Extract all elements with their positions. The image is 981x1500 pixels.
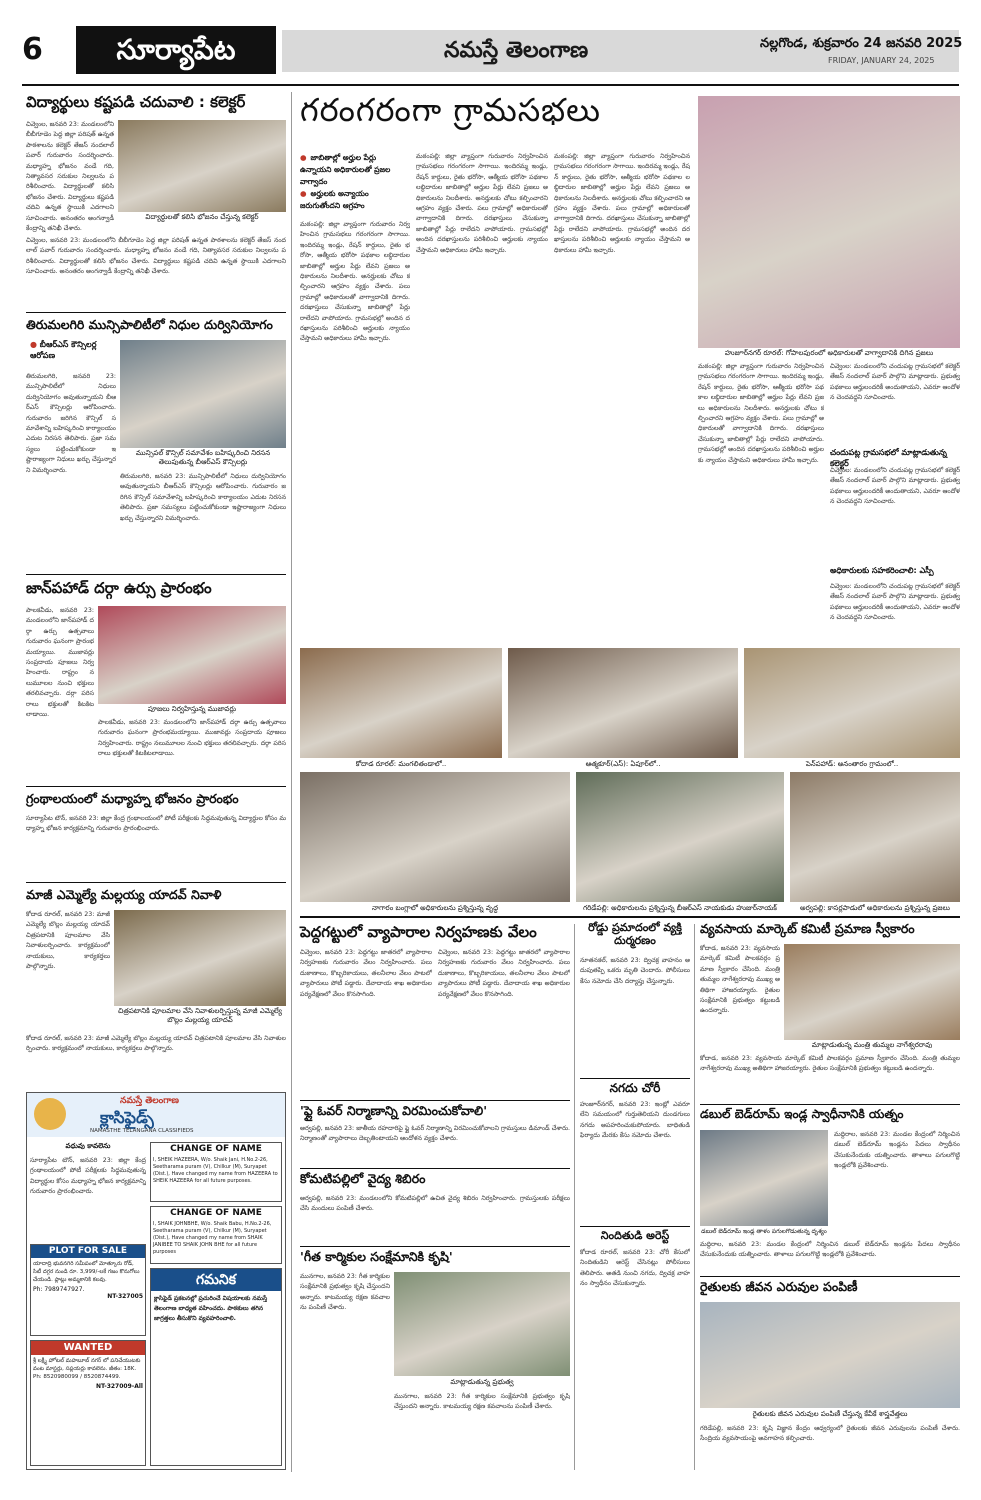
photo-image [114, 910, 286, 1006]
photo-atmakur [508, 648, 738, 758]
article-bio-fertilizers: గరిడేపల్లి, జనవరి 23: కృషి విజ్ఞాన కేంద్రం ఆధ్వర్యంలో రైతులకు జీవన ఎరువులను పంపిణీ చేశారు. సేంద్రియ వ్యవసాయంపై అవగాహన కల్పించారు. [700, 1425, 960, 1443]
ad-plot-phone: Ph: 7989747927. [33, 1286, 85, 1293]
headline-accused-arrest: నిందితుడి అరెస్ట్ [600, 1229, 670, 1242]
ad-plot-ref: NT-327005 [107, 1293, 143, 1300]
date-english: FRIDAY, JANUARY 24, 2025 [828, 56, 935, 65]
ad-plot-for-sale [30, 1244, 146, 1336]
photo-image [744, 648, 960, 758]
photo-image [300, 648, 502, 758]
photo-geetha-workers [394, 1272, 570, 1376]
subhead-chandupatla: చందుపట్ల గ్రామసభలో మాట్లాడుతున్న కలెక్టర్ [830, 448, 947, 468]
ad-wanted-ref: NT-327009-All [95, 1383, 143, 1390]
ad-wanted-title: WANTED [31, 1341, 145, 1355]
photo-collector-students [118, 120, 286, 212]
divider [300, 1168, 570, 1169]
photo-image [784, 944, 960, 1040]
article-market-committee-body: కోదాడ, జనవరి 23: వ్యవసాయ మార్కెట్ కమిటీ పాలకవర్గం ప్రమాణ స్వీకారం చేసింది. మంత్రి తుమ్మల నాగేశ్వరరావు ముఖ్య అతిథిగా హాజరయ్యారు. రైతుల సంక్షేమానికి ప్రభుత్వం కట్టుబడి ఉందన్నారు. [700, 1055, 960, 1073]
ad-gamanika-title: గమనిక [151, 1269, 281, 1291]
main-story-col3: మఠంపల్లి: జిల్లా వ్యాప్తంగా గురువారం నిర్వహించిన గ్రామసభలు గరంగరంగా సాగాయి. ఇందిరమ్మ ఇండ్లు, రేషన్ కార్డులు, రైతు భరోసా, ఆత్మీయ భరోసా పథకాల లబ్ధిదారుల జాబితాల్లో అర్హుల పేర్లు లేవని ప్రజలు అధికారులను నిలదీశారు. అనర్హులకు చోటు కల్పించారని ఆగ్రహం వ్యక్తం చేశారు. పలు గ్రామాల్లో అధికారులతో వాగ్వాదానికి దిగారు. దరఖాస్తులు చేసుకున్నా జాబితాల్లో పేర్లు రాలేదని వాపోయారు. గ్రామసభల్లో అందిన దరఖాస్తులను పరిశీలించి అర్హులకు న్యాయం చేస్తామని అధికారులు హామీ ఇచ్చారు. [554, 153, 690, 254]
caption-dargah-puja: పూజలు నిర్వహిస్తున్న ముజావర్లు [147, 705, 237, 713]
divider [26, 786, 286, 787]
photo-garidepally [576, 772, 784, 902]
caption-huzurnagar-villagers: హుజూర్‌నగర్ రూరల్: గోపాలపురంలో అధికారులతో వాగ్వాదానికి దిగిన ప్రజలు [724, 349, 934, 357]
headline-janpahad: జాన్‌పహాడ్ దర్గా ఉర్సు ప్రారంభం [26, 579, 212, 597]
divider [300, 1100, 570, 1101]
ad-change-of-name-1-body: I, SHEIK HAZEERA, W/o. Shaik Jani, H.No.2-26, Seetharama puram (V), Chilkur (M), Suryapet (Dist.), Have changed my name from HAZEERA to SHEIK HAZEERA for all future purposes. [153, 1157, 278, 1184]
divider [700, 1276, 960, 1277]
photo-arvapally [790, 772, 960, 902]
divider [580, 1226, 690, 1227]
photo-image [508, 648, 738, 758]
photo-image [790, 772, 960, 902]
caption-minister-tummala: మాట్లాడుతున్న మంత్రి తుమ్మల నాగేశ్వరరావు [811, 1041, 933, 1049]
headline-geetha: 'గీత కార్మికుల సంక్షేమానికి కృషి' [300, 1249, 453, 1264]
article-flyover: అర్వపల్లి, జనవరి 23: జాతీయ రహదారిపై ఫ్లై ఓవర్ నిర్మాణాన్ని విరమించుకోవాలని గ్రామస్తులు డిమాండ్ చేశారు. నిర్మాణంతో వ్యాపారాలు దెబ్బతింటాయని ఆందోళన వ్యక్తం చేశారు. [300, 1125, 570, 1143]
article-geetha-col1: మునగాల, జనవరి 23: గీత కార్మికుల సంక్షేమానికి ప్రభుత్వం కృషి చేస్తుందని అన్నారు. కాటమయ్య రక్షణ కవచాలను పంపిణీ చేశారు. [300, 1273, 390, 1312]
article-road-accident: నూతనకల్, జనవరి 23: ద్విచక్ర వాహనం అదుపుతప్పి ఒకరు మృతి చెందారు. పోలీసులు కేసు నమోదు చేసి దర్యాప్తు చేస్తున్నారు. [580, 957, 690, 985]
ad-change-of-name-1 [150, 1142, 282, 1202]
ad-change-of-name-2 [150, 1206, 282, 1264]
ad-change-of-name-2-body: I, SHAIK JOHNBHE, W/o. Shaik Babu, H.No.2-26, Seetharama puram (V), Chilkur (M), Suryapet (Dist.), Have changed my name from SHAIK JANIBEE TO SHAIK JOHN BHE for all future purposes [153, 1221, 272, 1255]
ad-plot-title: PLOT FOR SALE [31, 1245, 145, 1258]
divider [700, 1104, 960, 1105]
headline-flyover: 'ఫ్లై ఓవర్ నిర్మాణాన్ని విరమించుకోవాలి' [300, 1103, 488, 1118]
tag-text: బీఆర్‌ఎస్ కౌన్సిలర్ల ఆరోపణ [30, 340, 97, 360]
article-geetha-col2: మునగాల, జనవరి 23: గీత కార్మికుల సంక్షేమానికి ప్రభుత్వం కృషి చేస్తుందని అన్నారు. కాటమయ్య రక్షణ కవచాలను పంపిణీ చేశారు. [394, 1393, 570, 1411]
brand-name: నమస్తే తెలంగాణ [444, 38, 589, 63]
caption-double-bedroom: డబుల్ బెడ్‌రూమ్ ఇండ్ల తాళం పగులగొడుతున్న దృశ్యం [701, 1228, 827, 1235]
caption-municipal-protest: మున్సిపల్ కౌన్సిల్ సమావేశం బహిష్కరించి నిరసన తెలుపుతున్న బీఆర్‌ఎస్ కౌన్సిలర్లు [135, 449, 271, 466]
photo-nagaram [300, 772, 570, 902]
ad-wanted-body: శ్రీ లక్ష్మీ హోటల్ మహబూబ్ నగర్ లో పనిచేయుటకు వంట మాస్టర్లు, సప్లయర్లు కావలెను. జీతం: 18K. Ph: 8520980099 / 8520874499. [33, 1358, 141, 1380]
date-telugu: నల్లగొండ, శుక్రవారం 24 జనవరి 2025 [760, 36, 963, 51]
divider [26, 312, 286, 313]
photo-image [98, 606, 286, 704]
classifieds-brand: నమస్తే తెలంగాణ [120, 1096, 179, 1106]
ad-gamanika [150, 1268, 282, 1466]
caption-geetha-workers: మాట్లాడుతున్న ప్రభుత్వ [450, 1378, 514, 1386]
article-chandupatla-body: చివ్వెంల: మండలంలోని చందుపట్ల గ్రామసభలో కలెక్టర్ తేజస్ నందలాల్ పవార్ పాల్గొని మాట్లాడారు. ప్రభుత్వ పథకాలు అర్హులందరికీ అందుతాయని, ఎవరూ ఆందోళన చెందవద్దని సూచించారు. [830, 467, 960, 506]
photo-image [120, 340, 286, 448]
article-mallayya-col1: కోదాడ రూరల్, జనవరి 23: మాజీ ఎమ్మెల్యే బొల్లం మల్లయ్య యాదవ్ చిత్రపటానికి పూలమాల వేసి నివాళులర్పించారు. కార్యక్రమంలో నాయకులు, కార్యకర్తలు పాల్గొన్నారు. [26, 911, 110, 971]
photo-image [700, 1130, 828, 1226]
main-bullet-1-text: జాబితాల్లో అర్హుల పేర్లు ఉన్నాయని అధికారులతో ప్రజల వాగ్వాదం [300, 153, 391, 186]
article-cash-theft: హుజూర్‌నగర్, జనవరి 23: ఇంట్లో ఎవరూ లేని సమయంలో గుర్తుతెలియని దుండగులు నగదు అపహరించుకుపోయారు. బాధితుడి ఫిర్యాదు మేరకు కేసు నమోదు చేశారు. [580, 1101, 690, 1140]
divider [300, 1246, 570, 1247]
headline-collector: విద్యార్థులు కష్టపడి చదువాలి : కలెక్టర్ [26, 93, 246, 111]
headline-mallayya-tribute: మాజీ ఎమ్మెల్యే మల్లయ్య యాదవ్ నివాళి [26, 887, 222, 902]
divider [580, 1078, 690, 1079]
photo-image [576, 772, 784, 902]
ad-wanted [30, 1340, 146, 1466]
classifieds-logo-icon [34, 1098, 66, 1130]
headline-tirumalagiri: తిరుమలగిరి మున్సిపాలిటీలో నిధుల దుర్వినియోగం [26, 317, 273, 332]
main-bullet-2-text: అర్హులకు అన్యాయం జరుగుతోందని ఆగ్రహం [300, 189, 369, 210]
main-bullet-2: ● అర్హులకు అన్యాయం జరుగుతోందని ఆగ్రహం [300, 189, 369, 210]
article-sp-cooperation: చివ్వెంల: మండలంలోని చందుపట్ల గ్రామసభలో కలెక్టర్ తేజస్ నందలాల్ పవార్ పాల్గొని మాట్లాడారు. ప్రభుత్వ పథకాలు అర్హులందరికీ అందుతాయని, ఎవరూ ఆందోళన చెందవద్దని సూచించారు. [830, 583, 960, 622]
ad-change-of-name-2-title: CHANGE OF NAME [151, 1207, 281, 1219]
divider [26, 882, 286, 883]
article-peddagattu-col2: చివ్వెంల, జనవరి 23: పెద్దగట్టు జాతరలో వ్యాపారాల నిర్వహణకు గురువారం వేలం నిర్వహించారు. పలు దుకాణాలు, కొబ్బరికాయలు, తలనీలాల వేలం పాటలో వ్యాపారులు పోటీ పడ్డారు. దేవాదాయ శాఖ అధికారుల పర్యవేక్షణలో వేలం కొనసాగింది. [438, 949, 570, 998]
photo-dargah-puja [98, 606, 286, 704]
section-rule [300, 916, 960, 918]
ad-bride-wanted-title: వధువు కావలెను [65, 1142, 111, 1150]
photo-kodad-rural [300, 648, 502, 758]
caption-arvapally: అర్వపల్లి: కాసర్లపాడులో అధికారులను ప్రశ్నిస్తున్న ప్రజలు [800, 904, 950, 912]
headline-bio-fertilizers: రైతులకు జీవన ఎరువుల పంపిణీ [700, 1279, 858, 1294]
main-story-col1: మఠంపల్లి: జిల్లా వ్యాప్తంగా గురువారం నిర్వహించిన గ్రామసభలు గరంగరంగా సాగాయి. ఇందిరమ్మ ఇండ్లు, రేషన్ కార్డులు, రైతు భరోసా, ఆత్మీయ భరోసా పథకాల లబ్ధిదారుల జాబితాల్లో అర్హుల పేర్లు లేవని ప్రజలు అధికారులను నిలదీశారు. అనర్హులకు చోటు కల్పించారని ఆగ్రహం వ్యక్తం చేశారు. పలు గ్రామాల్లో అధికారులతో వాగ్వాదానికి దిగారు. దరఖాస్తులు చేసుకున్నా జాబితాల్లో పేర్లు రాలేదని వాపోయారు. గ్రామసభల్లో అందిన దరఖాస్తులను పరిశీలించి అర్హులకు న్యాయం చేస్తామని అధికారులు హామీ ఇచ్చారు. [300, 221, 410, 343]
headline-market-committee: వ్యవసాయ మార్కెట్ కమిటీ ప్రమాణ స్వీకారం [700, 921, 915, 936]
ad-plot-body: యాదాద్రి భువనగిరి సమీపంలో మోత్కూరు రోడ్, సిటీ దగ్గర నుండి రూ. 3,999/-లకే గజం కొనుగోలు చేయండి. ప్లాట్లు అమ్మకానికి కలవు. [33, 1261, 140, 1283]
divider [26, 574, 286, 575]
article-collector-body: చివ్వెంల, జనవరి 23: మండలంలోని బీబీగూడెం పెద్ద జిల్లా పరిషత్ ఉన్నత పాఠశాలను కలెక్టర్ తేజస్ నందలాల్ పవార్ గురువారం సందర్శించారు. మధ్యాహ్న భోజనం వండే గది, నిత్యావసర సరుకుల నిల్వలను పరిశీలించారు. విద్యార్థులతో కలిసి భోజనం చేశారు. విద్యార్థులు కష్టపడి చదివి ఉన్నత స్థాయికి ఎదగాలని సూచించారు. అనంతరం అంగన్వాడీ కేంద్రాన్ని తనిఖీ చేశారు. [26, 237, 286, 276]
ad-gamanika-body: క్లాసిఫైడ్ ప్రకటనల్లో ప్రచురించే విషయాలకు నమస్తే తెలంగాణ బాధ్యత వహించదు. పాఠకులు తగిన జాగ్రత్తలు తీసుకొని వ్యవహరించాలి. [154, 1295, 268, 1322]
main-bullet-1: ● జాబితాల్లో అర్హుల పేర్లు ఉన్నాయని అధికారులతో ప్రజల వాగ్వాదం [300, 153, 391, 186]
classifieds-title: క్లాసిఫైడ్స్ [100, 1108, 154, 1127]
caption-collector-students: విద్యార్థులతో కలిసి భోజనం చేస్తున్న కలెక్టర్ [145, 213, 259, 221]
ad-change-of-name-1-title: CHANGE OF NAME [151, 1143, 281, 1155]
headline-library-meal: గ్రంథాలయంలో మధ్యాహ్న భోజనం ప్రారంభం [26, 791, 239, 806]
article-komatipalli: అర్వపల్లి, జనవరి 23: మండలంలోని కోమటిపల్లిలో ఉచిత వైద్య శిబిరం నిర్వహించారు. గ్రామస్తులకు పరీక్షలు చేసి మందులు పంపిణీ చేశారు. [300, 1195, 570, 1213]
article-peddagattu-col1: చివ్వెంల, జనవరి 23: పెద్దగట్టు జాతరలో వ్యాపారాల నిర్వహణకు గురువారం వేలం నిర్వహించారు. పలు దుకాణాలు, కొబ్బరికాయలు, తలనీలాల వేలం పాటలో వ్యాపారులు పోటీ పడ్డారు. దేవాదాయ శాఖ అధికారుల పర్యవేక్షణలో వేలం కొనసాగింది. [300, 949, 432, 998]
article-tirumalagiri-col2: తిరుమలగిరి, జనవరి 23: మున్సిపాలిటీలో నిధులు దుర్వినియోగం అవుతున్నాయని బీఆర్‌ఎస్ కౌన్సిలర్లు ఆరోపించారు. గురువారం జరిగిన కౌన్సిల్ సమావేశాన్ని బహిష్కరించి కార్యాలయం ఎదుట నిరసన తెలిపారు. ప్రజా సమస్యలు పట్టించుకోకుండా ఇష్టారాజ్యంగా నిధులు ఖర్చు చేస్తున్నారని విమర్శించారు. [120, 473, 286, 522]
article-accused-arrest: కోదాడ రూరల్, జనవరి 23: చోరీ కేసులో నిందితుడిని అరెస్ట్ చేసినట్లు పోలీసులు తెలిపారు. అతడి నుంచి నగదు, ద్విచక్ర వాహనం స్వాధీనం చేసుకున్నారు. [580, 1249, 690, 1288]
section-title: సూర్యాపేట [76, 26, 276, 74]
photo-image [300, 772, 570, 902]
caption-garidepally: గరిడేపల్లి: అధికారులను ప్రశ్నిస్తున్న బీఆర్‌ఎస్ నాయకుడు హుజుర్‌నాయక్ [583, 904, 777, 912]
photo-bio-fertilizers [700, 1302, 960, 1408]
headline-peddagattu: పెద్దగట్టులో వ్యాపారాల నిర్వహణకు వేలం [300, 923, 537, 941]
photo-image [700, 1302, 960, 1408]
article-janpahad-col1: పాలకవీడు, జనవరి 23: మండలంలోని జాన్‌పహాడ్ దర్గా ఉర్సు ఉత్సవాలు గురువారం ఘనంగా ప్రారంభమయ్యాయి. ముజావర్లు సంప్రదాయ పూజలు నిర్వహించారు. రాష్ట్రం నలుమూలల నుంచి భక్తులు తరలివచ్చారు. దర్గా పరిసరాలు భక్తులతో కిటకిటలాడాయి. [26, 607, 94, 719]
photo-image [698, 96, 960, 348]
article-collector-intro: చివ్వెంల, జనవరి 23: మండలంలోని బీబీగూడెం పెద్ద జిల్లా పరిషత్ ఉన్నత పాఠశాలను కలెక్టర్ తేజస్ నందలాల్ పవార్ గురువారం సందర్శించారు. మధ్యాహ్న భోజనం వండే గది, నిత్యావసర సరుకుల నిల్వలను పరిశీలించారు. విద్యార్థులతో కలిసి భోజనం చేశారు. విద్యార్థులు కష్టపడి చదివి ఉన్నత స్థాయికి ఎదగాలని సూచించారు. అనంతరం అంగన్వాడీ కేంద్రాన్ని తనిఖీ చేశారు. [26, 121, 114, 233]
caption-kodad-rural: కోదాడ రూరల్: మంగలితండాలో.. [355, 760, 447, 768]
main-story-col4: మఠంపల్లి: జిల్లా వ్యాప్తంగా గురువారం నిర్వహించిన గ్రామసభలు గరంగరంగా సాగాయి. ఇందిరమ్మ ఇండ్లు, రేషన్ కార్డులు, రైతు భరోసా, ఆత్మీయ భరోసా పథకాల లబ్ధిదారుల జాబితాల్లో అర్హుల పేర్లు లేవని ప్రజలు అధికారులను నిలదీశారు. అనర్హులకు చోటు కల్పించారని ఆగ్రహం వ్యక్తం చేశారు. పలు గ్రామాల్లో అధికారులతో వాగ్వాదానికి దిగారు. దరఖాస్తులు చేసుకున్నా జాబితాల్లో పేర్లు రాలేదని వాపోయారు. గ్రామసభల్లో అందిన దరఖాస్తులను పరిశీలించి అర్హులకు న్యాయం చేస్తామని అధికారులు హామీ ఇచ్చారు. [698, 363, 824, 464]
tag-brs-councillors: ● బీఆర్‌ఎస్ కౌన్సిలర్ల ఆరోపణ [30, 340, 97, 360]
page-number: 6 [22, 32, 43, 67]
caption-nagaram: నాగారం బంగ్లాలో అధికారులను ప్రశ్నిస్తున్న వృద్ధ [371, 904, 499, 912]
article-mallayya-body: కోదాడ రూరల్, జనవరి 23: మాజీ ఎమ్మెల్యే బొల్లం మల్లయ్య యాదవ్ చిత్రపటానికి పూలమాల వేసి నివాళులర్పించారు. కార్యక్రమంలో నాయకులు, కార్యకర్తలు పాల్గొన్నారు. [26, 1035, 286, 1053]
column-divider [694, 924, 695, 1470]
caption-bio-fertilizers: రైతులకు జీవన ఎరువుల పంపిణీ చేస్తున్న కేవీకే శాస్త్రవేత్తలు [752, 1410, 908, 1418]
photo-huzurnagar-villagers [698, 96, 960, 348]
article-library-meal: సూర్యాపేట టౌన్, జనవరి 23: జిల్లా కేంద్ర గ్రంథాలయంలో పోటీ పరీక్షలకు సిద్ధమవుతున్న విద్యార్థుల కోసం మధ్యాహ్న భోజన కార్యక్రమాన్ని గురువారం ప్రారంభించారు. [26, 815, 286, 833]
photo-penpahad [744, 648, 960, 758]
column-divider [291, 92, 292, 1472]
photo-double-bedroom [700, 1130, 828, 1226]
headline-gramasabhalu: గరంగరంగా గ్రామసభలు [300, 91, 601, 129]
headline-double-bedroom: డబుల్ బెడ్‌రూమ్ ఇండ్ల స్వాధీనానికి యత్నం [700, 1107, 904, 1121]
article-market-committee-col1: కోదాడ, జనవరి 23: వ్యవసాయ మార్కెట్ కమిటీ పాలకవర్గం ప్రమాణ స్వీకారం చేసింది. మంత్రి తుమ్మల నాగేశ్వరరావు ముఖ్య అతిథిగా హాజరయ్యారు. రైతుల సంక్షేమానికి ప్రభుత్వం కట్టుబడి ఉందన్నారు. [700, 945, 780, 1015]
ad-bride-wanted-body: సూర్యాపేట టౌన్, జనవరి 23: జిల్లా కేంద్ర గ్రంథాలయంలో పోటీ పరీక్షలకు సిద్ధమవుతున్న విద్యార్థుల కోసం మధ్యాహ్న భోజన కార్యక్రమాన్ని గురువారం ప్రారంభించారు. [30, 1157, 146, 1196]
article-double-bedroom-col2: మద్దిరాల, జనవరి 23: మండల కేంద్రంలో నిర్మించిన డబుల్ బెడ్‌రూమ్ ఇండ్లను పేదలు స్వాధీనం చేసుకునేందుకు యత్నించారు. తాళాలు పగులగొట్టి ఇండ్లలోకి ప్రవేశించారు. [834, 1131, 960, 1170]
photo-image [118, 120, 286, 212]
photo-minister-tummala [784, 944, 960, 1040]
main-story-col2: మఠంపల్లి: జిల్లా వ్యాప్తంగా గురువారం నిర్వహించిన గ్రామసభలు గరంగరంగా సాగాయి. ఇందిరమ్మ ఇండ్లు, రేషన్ కార్డులు, రైతు భరోసా, ఆత్మీయ భరోసా పథకాల లబ్ధిదారుల జాబితాల్లో అర్హుల పేర్లు లేవని ప్రజలు అధికారులను నిలదీశారు. అనర్హులకు చోటు కల్పించారని ఆగ్రహం వ్యక్తం చేశారు. పలు గ్రామాల్లో అధికారులతో వాగ్వాదానికి దిగారు. దరఖాస్తులు చేసుకున్నా జాబితాల్లో పేర్లు రాలేదని వాపోయారు. గ్రామసభల్లో అందిన దరఖాస్తులను పరిశీలించి అర్హులకు న్యాయం చేస్తామని అధికారులు హామీ ఇచ్చారు. [416, 153, 548, 254]
photo-municipal-protest [120, 340, 286, 448]
classifieds-subtitle: NAMASTHE TELANGANA CLASSIFIEDS [90, 1128, 194, 1134]
caption-atmakur: ఆత్మకూర్(ఎస్): ఏపూర్‌లో.. [585, 760, 661, 768]
header-rule [22, 84, 959, 86]
caption-penpahad: పెన్‌పహాడ్: అనంతారం గ్రామంలో.. [805, 760, 899, 768]
caption-mallayya-tribute: చిత్రపటానికి పూలమాల వేసి నివాళులర్పిస్తున్న మాజీ ఎమ్మెల్యే బొల్లం మల్లయ్య యాదవ్ [118, 1007, 282, 1024]
headline-cash-theft: నగదు చోరీ [609, 1081, 661, 1095]
subhead-sp-cooperation: అధికారులకు సహకరించాలి: ఎస్పీ [830, 566, 934, 575]
photo-image [394, 1272, 570, 1376]
headline-komatipalli: కోమటిపల్లిలో వైద్య శిబిరం [300, 1171, 426, 1186]
article-chandupatla-intro: చివ్వెంల: మండలంలోని చందుపట్ల గ్రామసభలో కలెక్టర్ తేజస్ నందలాల్ పవార్ పాల్గొని మాట్లాడారు. ప్రభుత్వ పథకాలు అర్హులందరికీ అందుతాయని, ఎవరూ ఆందోళన చెందవద్దని సూచించారు. [830, 363, 960, 402]
article-double-bedroom-body: మద్దిరాల, జనవరి 23: మండల కేంద్రంలో నిర్మించిన డబుల్ బెడ్‌రూమ్ ఇండ్లను పేదలు స్వాధీనం చేసుకునేందుకు యత్నించారు. తాళాలు పగులగొట్టి ఇండ్లలోకి ప్రవేశించారు. [700, 1241, 960, 1259]
headline-road-accident: రోడ్డు ప్రమాదంలో వ్యక్తి దుర్మరణం [588, 921, 682, 947]
article-tirumalagiri-col1: తిరుమలగిరి, జనవరి 23: మున్సిపాలిటీలో నిధులు దుర్వినియోగం అవుతున్నాయని బీఆర్‌ఎస్ కౌన్సిలర్లు ఆరోపించారు. గురువారం జరిగిన కౌన్సిల్ సమావేశాన్ని బహిష్కరించి కార్యాలయం ఎదుట నిరసన తెలిపారు. ప్రజా సమస్యలు పట్టించుకోకుండా ఇష్టారాజ్యంగా నిధులు ఖర్చు చేస్తున్నారని విమర్శించారు. [26, 373, 116, 474]
photo-mallayya-tribute [114, 910, 286, 1006]
column-divider [574, 924, 575, 1470]
article-janpahad-col2: పాలకవీడు, జనవరి 23: మండలంలోని జాన్‌పహాడ్ దర్గా ఉర్సు ఉత్సవాలు గురువారం ఘనంగా ప్రారంభమయ్యాయి. ముజావర్లు సంప్రదాయ పూజలు నిర్వహించారు. రాష్ట్రం నలుమూలల నుంచి భక్తులు తరలివచ్చారు. దర్గా పరిసరాలు భక్తులతో కిటకిటలాడాయి. [98, 719, 286, 758]
